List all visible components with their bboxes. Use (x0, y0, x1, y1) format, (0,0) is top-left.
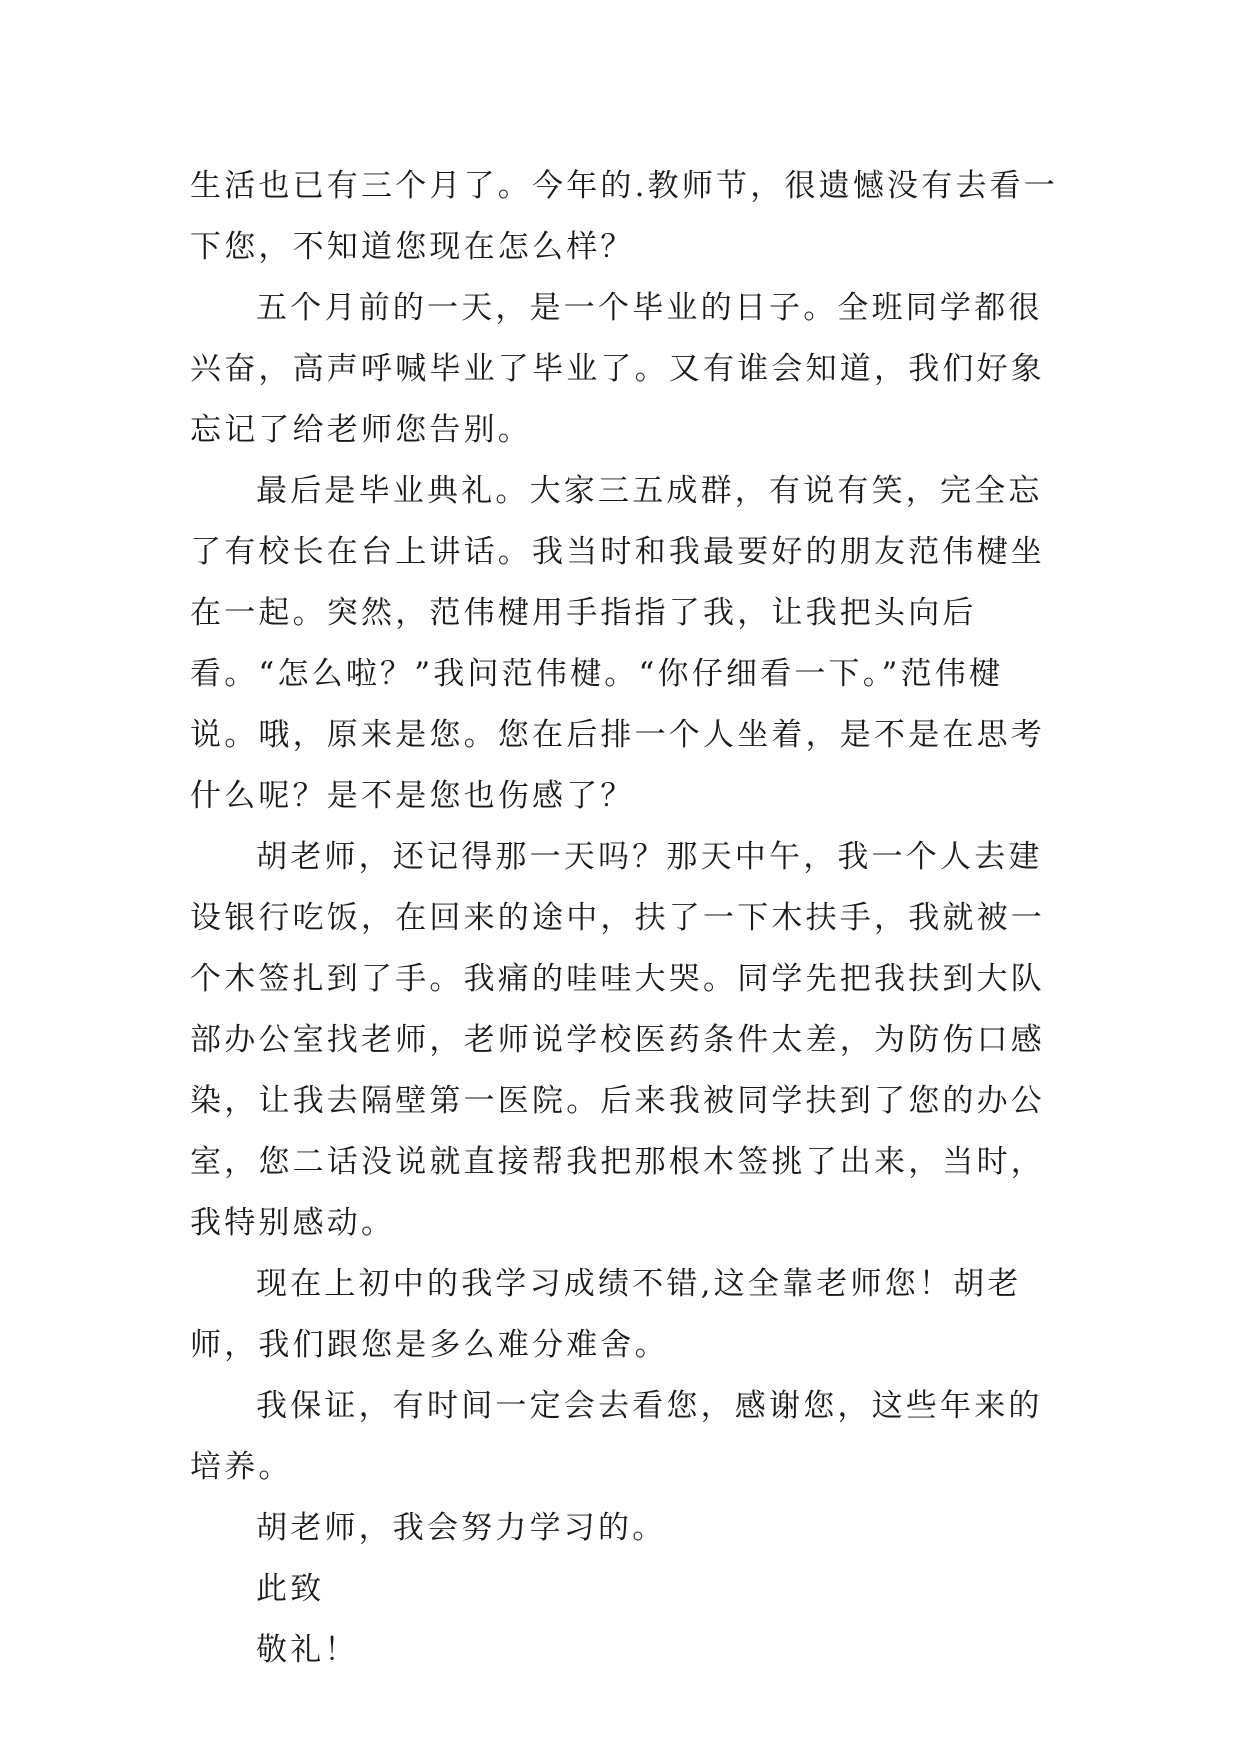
paragraph-6: 我保证，有时间一定会去看您，感谢您，这些年来的培养。 (190, 1388, 1043, 1485)
closing-regards: 敬礼！ (256, 1632, 359, 1668)
paragraph-3: 最后是毕业典礼。大家三五成群，有说有笑，完全忘了有校长在台上讲话。我当时和我最要好的朋友范伟楗坐在一起。突然，范伟楗用手指指了我，让我把头向后看。“怎么啦？”我问范伟楗。“你仔细看一下。”范伟楗说。哦，原来是您。您在后排一个人坐着，是不是在思考什么呢？是不是您也伤感了？ (190, 473, 1045, 814)
paragraph-5: 现在上初中的我学习成绩不错,这全靠老师您！胡老师，我们跟您是多么难分难舍。 (190, 1266, 1022, 1363)
paragraph-1: 生活也已有三个月了。今年的.教师节，很遗憾没有去看一下您，不知道您现在怎么样？ (190, 168, 1059, 265)
closing-salutation: 此致 (256, 1571, 325, 1607)
paragraph-7: 胡老师，我会努力学习的。 (256, 1510, 667, 1546)
paragraph-2: 五个月前的一天，是一个毕业的日子。全班同学都很兴奋，高声呼喊毕业了毕业了。又有谁会知道，我们好象忘记了给老师您告别。 (190, 290, 1045, 448)
letter-body (190, 156, 1070, 1681)
paragraph-4: 胡老师，还记得那一天吗？那天中午，我一个人去建设银行吃饭，在回来的途中，扶了一下木扶手，我就被一个木签扎到了手。我痛的哇哇大哭。同学先把我扶到大队部办公室找老师，老师说学校医药条件太差，为防伤口感染，让我去隔壁第一医院。后来我被同学扶到了您的办公室，您二话没说就直接帮我把那根木签挑了出来，当时，我特别感动。 (190, 839, 1045, 1241)
